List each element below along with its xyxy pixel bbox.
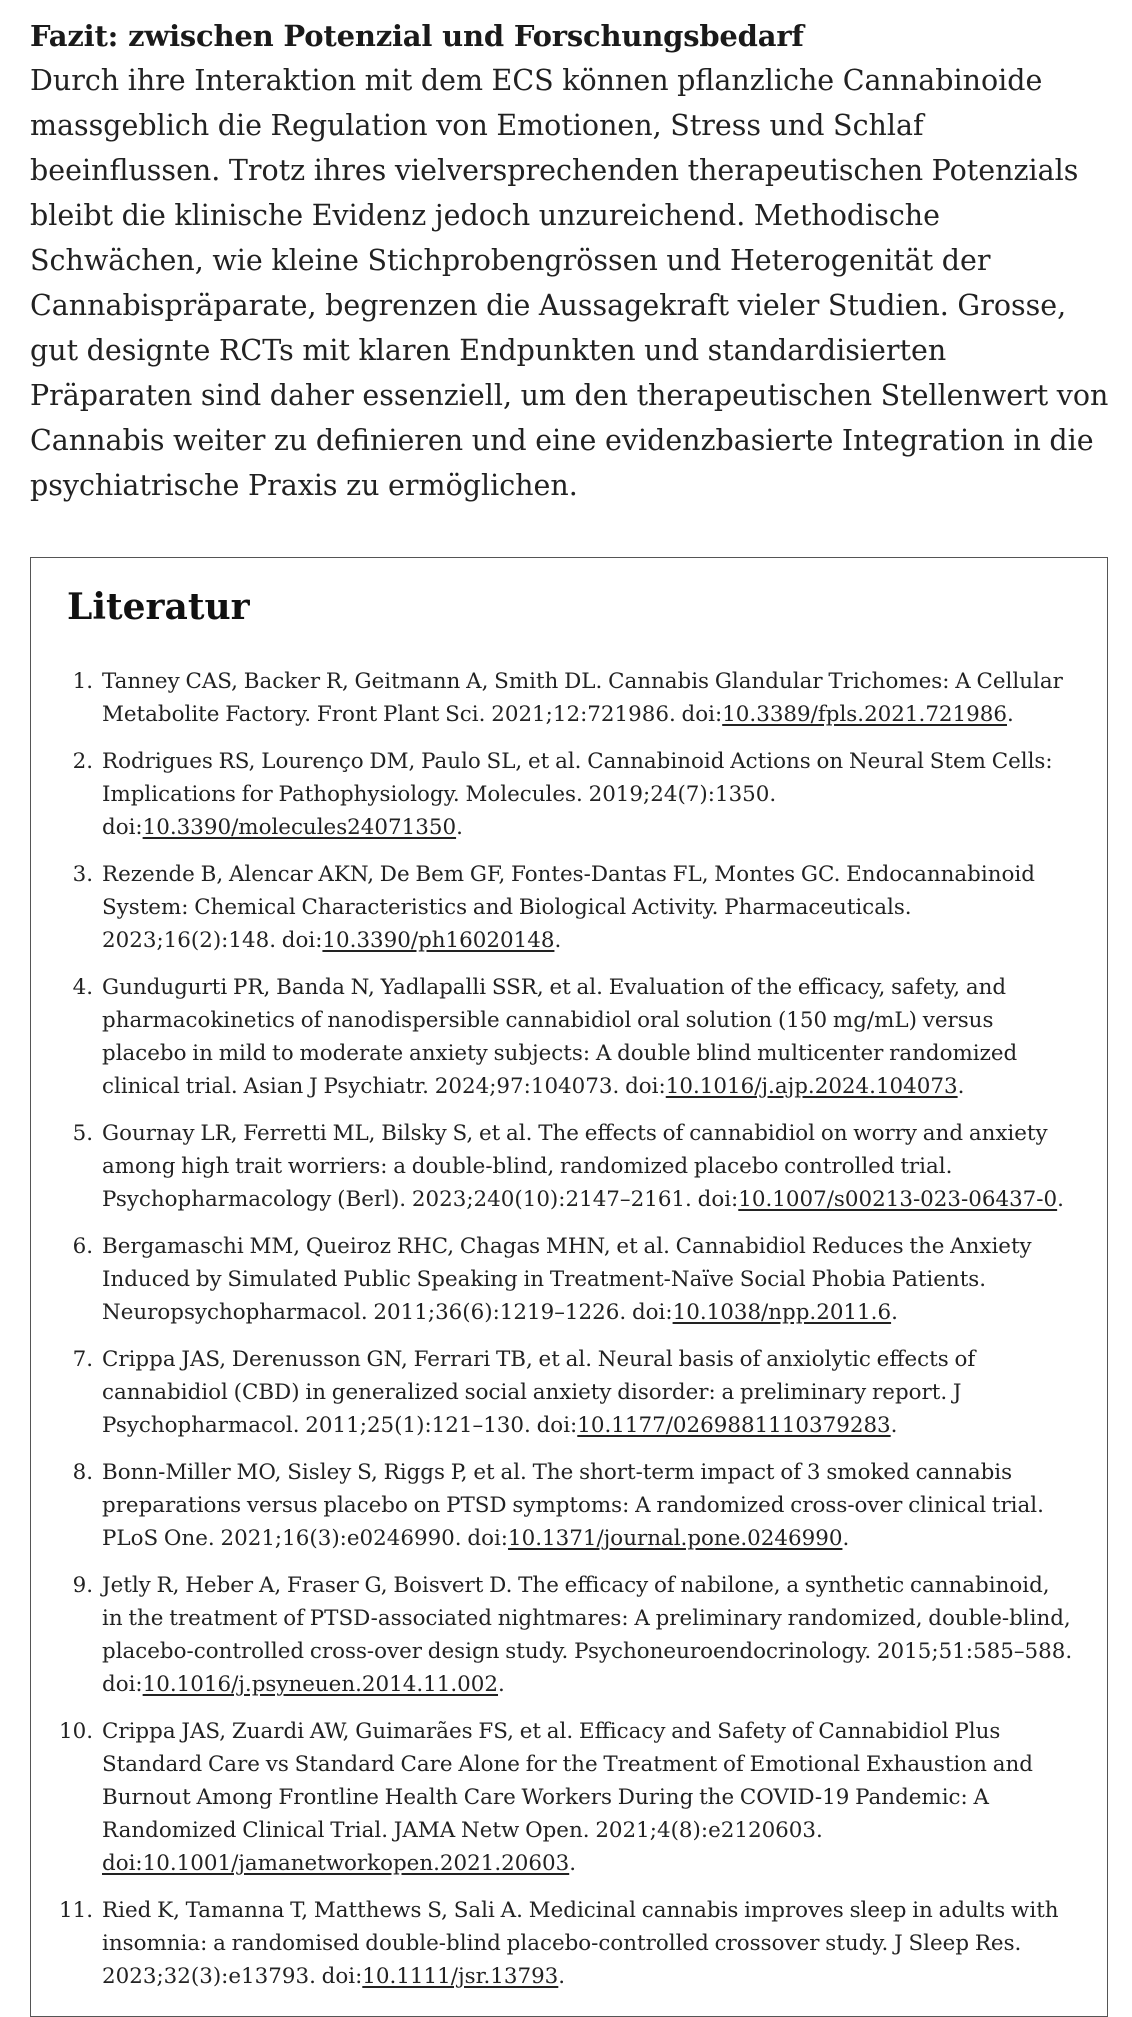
reference-text: Rezende B, Alencar AKN, De Bem GF, Fontes-Dantas FL, Montes GC. Endocannabinoid System: Chemical Characteristics and Biological Activity. Pharmaceuticals. 2023;16(2):148. doi: [102, 862, 1035, 953]
reference-tail: . [554, 928, 562, 953]
reference-number: 10. [58, 1719, 93, 1744]
reference-item [31, 745, 1109, 844]
reference-number: 11. [58, 1898, 93, 1923]
doi-link[interactable]: 10.1371/journal.pone.0246990 [508, 1526, 843, 1551]
reference-item [31, 1894, 1109, 1993]
reference-tail: . [1006, 702, 1014, 727]
reference-text: Bergamaschi MM, Queiroz RHC, Chagas MHN, et al. Cannabidiol Reduces the Anxiety Induced by Simulated Public Speaking in Treatment-Naïve Social Phobia Patients. Neuropsychopharmacol. 2011;36(6):1219–1226. doi: [102, 1234, 1032, 1325]
reference-text: Gournay LR, Ferretti ML, Bilsky S, et al. The effects of cannabidiol on worry and anxiety among high trait worriers: a double-blind, randomized placebo controlled trial. Psychopharmacology (Berl). 2023;240(10):2147–2161. doi: [102, 1121, 1048, 1212]
reference-text: Gundugurti PR, Banda N, Yadlapalli SSR, et al. Evaluation of the efficacy, safety, and pharmacokinetics of nanodispersible cannabidiol oral solution (150 mg/mL) versus placebo in mild to moderate anxiety subjects: A double blind multicenter randomized clinical trial. Asian J Psychiatr. 2024;97:104073. doi: [102, 975, 1018, 1099]
reference-number: 7. [72, 1347, 93, 1372]
reference-item [31, 1343, 1109, 1442]
reference-text: Tanney CAS, Backer R, Geitmann A, Smith DL. Cannabis Glandular Trichomes: A Cellular Metabolite Factory. Front Plant Sci. 2021;12:721986. doi: [102, 669, 1063, 727]
reference-number: 5. [72, 1121, 93, 1146]
reference-text: Crippa JAS, Zuardi AW, Guimarães FS, et al. Efficacy and Safety of Cannabidiol Plus Standard Care vs Standard Care Alone for the Treatment of Emotional Exhaustion and Burnout Among Frontline Health Care Workers During the COVID-19 Pandemic: A Randomized Clinical Trial. JAMA Netw Open. 2021;4(8):e2120603. [102, 1719, 1033, 1843]
reference-tail: . [891, 1300, 898, 1325]
reference-tail: . [890, 1413, 898, 1438]
doi-link[interactable]: 10.1016/j.ajp.2024.104073 [665, 1074, 958, 1099]
reference-tail: . [957, 1074, 965, 1099]
reference-text: Jetly R, Heber A, Fraser G, Boisvert D. The efficacy of nabilone, a synthetic cannabinoid, in the treatment of PTSD-associated nightmares: A preliminary randomized, double-blind, placebo-controlled cross-over design study. Psychoneuroendocrinology. 2015;51:585–588. doi: [102, 1573, 1073, 1697]
fazit-section [30, 14, 1110, 508]
reference-number: 8. [72, 1460, 93, 1485]
reference-number: 9. [72, 1573, 93, 1598]
reference-tail: . [498, 1672, 505, 1697]
doi-link[interactable]: 10.3390/ph16020148 [322, 928, 555, 953]
doi-link[interactable]: 10.1038/npp.2011.6 [672, 1300, 892, 1325]
doi-link[interactable]: 10.3389/fpls.2021.721986 [722, 702, 1007, 727]
literatur-box [30, 557, 1108, 2017]
reference-item [31, 1715, 1109, 1880]
doi-link[interactable]: 10.1177/0269881110379283 [577, 1413, 891, 1438]
reference-number: 4. [72, 975, 93, 1000]
reference-item [31, 1569, 1109, 1701]
reference-item [31, 1456, 1109, 1555]
reference-text: Ried K, Tamanna T, Matthews S, Sali A. Medicinal cannabis improves sleep in adults with insomnia: a randomised double-blind placebo-controlled crossover study. J Sleep Res. 2023;32(3):e13793. doi: [102, 1898, 1059, 1989]
reference-number: 2. [72, 749, 93, 774]
reference-text: Crippa JAS, Derenusson GN, Ferrari TB, et al. Neural basis of anxiolytic effects of cannabidiol (CBD) in generalized social anxiety disorder: a preliminary report. J Psychopharmacol. 2011;25(1):121–130. doi: [102, 1347, 976, 1438]
reference-text: Rodrigues RS, Lourenço DM, Paulo SL, et al. Cannabinoid Actions on Neural Stem Cells: Implications for Pathophysiology. Molecules. 2019;24(7):1350. doi: [102, 749, 1053, 840]
fazit-heading: Fazit: zwischen Potenzial und Forschungsbedarf [30, 19, 804, 53]
reference-tail: . [456, 815, 463, 840]
reference-item [31, 858, 1109, 957]
reference-text: Bonn-Miller MO, Sisley S, Riggs P, et al. The short-term impact of 3 smoked cannabis preparations versus placebo on PTSD symptoms: A randomized cross-over clinical trial. PLoS One. 2021;16(3):e0246990. doi: [102, 1460, 1044, 1551]
reference-number: 3. [72, 862, 93, 887]
reference-item [31, 1230, 1109, 1329]
reference-number: 1. [72, 669, 93, 694]
reference-list [31, 665, 1109, 2007]
reference-item [31, 665, 1109, 731]
doi-link[interactable]: 10.1016/j.psyneuen.2014.11.002 [142, 1672, 499, 1697]
literatur-title: Literatur [67, 586, 250, 628]
reference-tail: . [842, 1526, 850, 1551]
reference-item [31, 1117, 1109, 1216]
doi-link[interactable]: 10.3390/molecules24071350 [142, 815, 457, 840]
fazit-paragraph: Durch ihre Interaktion mit dem ECS können pflanzliche Cannabinoide massgeblich die Regulation von Emotionen, Stress und Schlaf beeinflussen. Trotz ihres vielversprechenden therapeutischen Potenzials bleibt die klinische Evidenz jedoch unzureichend. Methodische Schwächen, wie kleine Stichprobengrössen und Heterogenität der Cannabispräparate, begrenzen die Aussagekraft vieler Studien. Grosse, gut designte RCTs mit klaren Endpunkten und standardisierten Präparaten sind daher essenziell, um den therapeutischen Stellenwert von Cannabis weiter zu definieren und eine evidenzbasierte Integration in die psychiatrische Praxis zu ermöglichen. [30, 64, 1109, 502]
doi-link[interactable]: 10.1007/s00213-023-06437-0 [738, 1187, 1058, 1212]
doi-link[interactable]: doi:10.1001/jamanetworkopen.2021.20603 [102, 1851, 570, 1876]
reference-item [31, 971, 1109, 1103]
reference-tail: . [569, 1851, 577, 1876]
doi-link[interactable]: 10.1111/jsr.13793 [362, 1964, 559, 1989]
reference-tail: . [1057, 1187, 1064, 1212]
reference-tail: . [558, 1964, 566, 1989]
reference-number: 6. [72, 1234, 93, 1259]
